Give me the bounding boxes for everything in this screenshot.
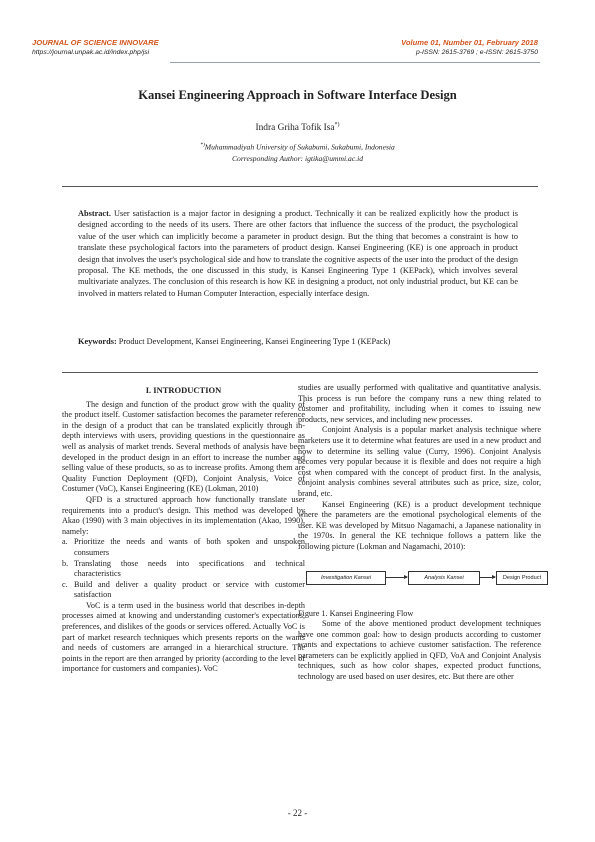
- page-number: - 22 -: [287, 808, 308, 818]
- section-divider-bottom: [62, 372, 538, 373]
- issn-info: p-ISSN: 2615-3769 ; e-ISSN: 2615-3750: [415, 49, 538, 56]
- flow-box-investigation: Investigation Kansei: [306, 571, 386, 585]
- list-item-text: Build and deliver a quality product or service with customer satisfaction: [74, 579, 305, 600]
- abstract-text: User satisfaction is a major factor in designing a product. Technically it can be realized explicitly how the product is designed according to the needs of its users. There are other factors that influence the success of the product, the psychological value of the user which can implicitly become a parameter in product design. But the thing that becomes a constraint is how to translate these psychological factors into the parameters of product design. Kansei Engineering (KE) is one approach in product design that involves the user's psychological side and how to translate the cognitive aspects of the user into the product of the design proposal. The KE methods, the one discussed in this study, is Kansei Engineering Type 1 (KEPack), which involves several multivariate analyzes. The conclusion of this research is how KE in designing a product, not only industrial product, but KE can be involved in matters related to Human Computer Interaction, especially interface design.: [78, 209, 518, 298]
- affiliation-line: [0, 142, 595, 152]
- flow-box-analysis: Analysis Kansei: [408, 571, 480, 585]
- list-item-text: Prioritize the needs and wants of both spoken and unspoken consumers: [74, 537, 305, 557]
- right-paragraph-2: Conjoint Analysis is a popular market analysis technique where marketers use it to determine what features are used in a new product and how to determine its selling value (Curry, 1996). Conjoint Analysis becomes very popular because it is flexible and does not require a high cost when compared with the concept of product first. In the analysis, conjoint analysis combines several attributes such as price, size, color, brand, etc.: [298, 425, 541, 498]
- affiliation: Muhammadiyah University of Sukabumi, Sukabumi, Indonesia: [204, 142, 395, 152]
- list-item: [62, 580, 305, 601]
- keywords-label: Keywords:: [78, 337, 117, 346]
- volume-info: Volume 01, Number 01, February 2018: [401, 38, 538, 47]
- header-divider: [170, 62, 540, 63]
- intro-paragraph-2: QFD is a structured approach how functionally translate user requirements into a product's design. This method was developed by Akao (1990) with 3 main objectives in its implementation (Akao, 1990), namely:: [62, 494, 305, 536]
- kansei-flow-figure: [298, 563, 541, 601]
- intro-paragraph-1: The design and function of the product grow with the quality of the product itself. Customer satisfaction becomes the parameter reference in the design of a product that can be translated explicitly through in-depth interviews with users, providing questions in the questionnaire as well as analysis of market trends. Several methods of analysis have been developed in the product design in an effort to increase the number and selling value of these products, so as to increase profits. Among them are Quality Function Deployment (QFD), Conjoint Analysis, Voice of Costumer (VoC), Kansei Engineering (KE) (Lokman, 2010): [62, 399, 305, 494]
- right-paragraph-4: Some of the above mentioned product development techniques have one common goal: how to design products according to customer wants and expectations to achieve customer satisfaction. The reference parameters can be explicitly applied in QFD, VoA and Conjoint Analysis techniques, such as how color shapes, expected product functions, technology are used based on user desires, etc. But there are other: [298, 619, 541, 682]
- list-marker: c.: [62, 579, 68, 589]
- right-column: [298, 383, 541, 683]
- abstract: [78, 208, 518, 299]
- flow-arrow-right-icon: [479, 577, 495, 578]
- figure-caption: Figure 1. Kansei Engineering Flow: [298, 608, 414, 618]
- list-item: [62, 537, 305, 558]
- list-item-text: Translating those needs into specifications and technical characteristics: [74, 558, 305, 579]
- paper-title: Kansei Engineering Approach in Software Interface Design: [138, 88, 457, 102]
- intro-paragraph-3: VoC is a term used in the business world that describes in-depth processes aimed at knowing and understanding customer's expectations, preferences, and dislikes of the goods or services offered. Actually VoC is part of market research techniques which presents reports on the wants and needs of customers are arranged in a hierarchical structure. The points in the report are then arranged by priority (according to the level of importance for customers and companies). VoC: [62, 600, 305, 674]
- corresponding-author: Corresponding Author: igtika@ummi.ac.id: [231, 154, 363, 163]
- keywords: [78, 337, 518, 346]
- list-marker: a.: [62, 537, 68, 547]
- section-heading: I. INTRODUCTION: [145, 385, 222, 395]
- right-paragraph-3: Kansei Engineering (KE) is a product development technique where the parameters are the emotional psychological elements of the user. KE was developed by Mitsuo Nagamachi, a Japanese nationality in the 1970s. In general the KE technique follows a pattern like the following picture (Lokman and Nagamachi, 2010):: [298, 499, 541, 551]
- journal-name: JOURNAL OF SCIENCE INNOVARE: [32, 38, 159, 47]
- section-divider-top: [62, 186, 538, 187]
- journal-url[interactable]: https://journal.unpak.ac.id/index.php/jsi: [32, 49, 150, 56]
- list-marker: b.: [62, 558, 69, 568]
- keywords-text: Product Development, Kansei Engineering, Kansei Engineering Type 1 (KEPack): [118, 337, 391, 346]
- author-line: [0, 122, 595, 133]
- list-item: [62, 559, 305, 580]
- flow-box-design: Design Product: [496, 571, 548, 585]
- left-column: [62, 383, 305, 675]
- right-paragraph-1: studies are usually performed with qualitative and quantitative analysis. This process is run before the company runs a new thing related to customer and profitability, including when it comes to issuing new products, new services, and including new processes.: [298, 383, 541, 424]
- author-name: Indra Griha Tofik Isa: [255, 123, 335, 134]
- flow-arrow-right-icon: [385, 577, 407, 578]
- author-mark: *): [334, 122, 340, 128]
- abstract-label: Abstract.: [78, 209, 111, 218]
- affiliation-mark: *): [200, 142, 205, 148]
